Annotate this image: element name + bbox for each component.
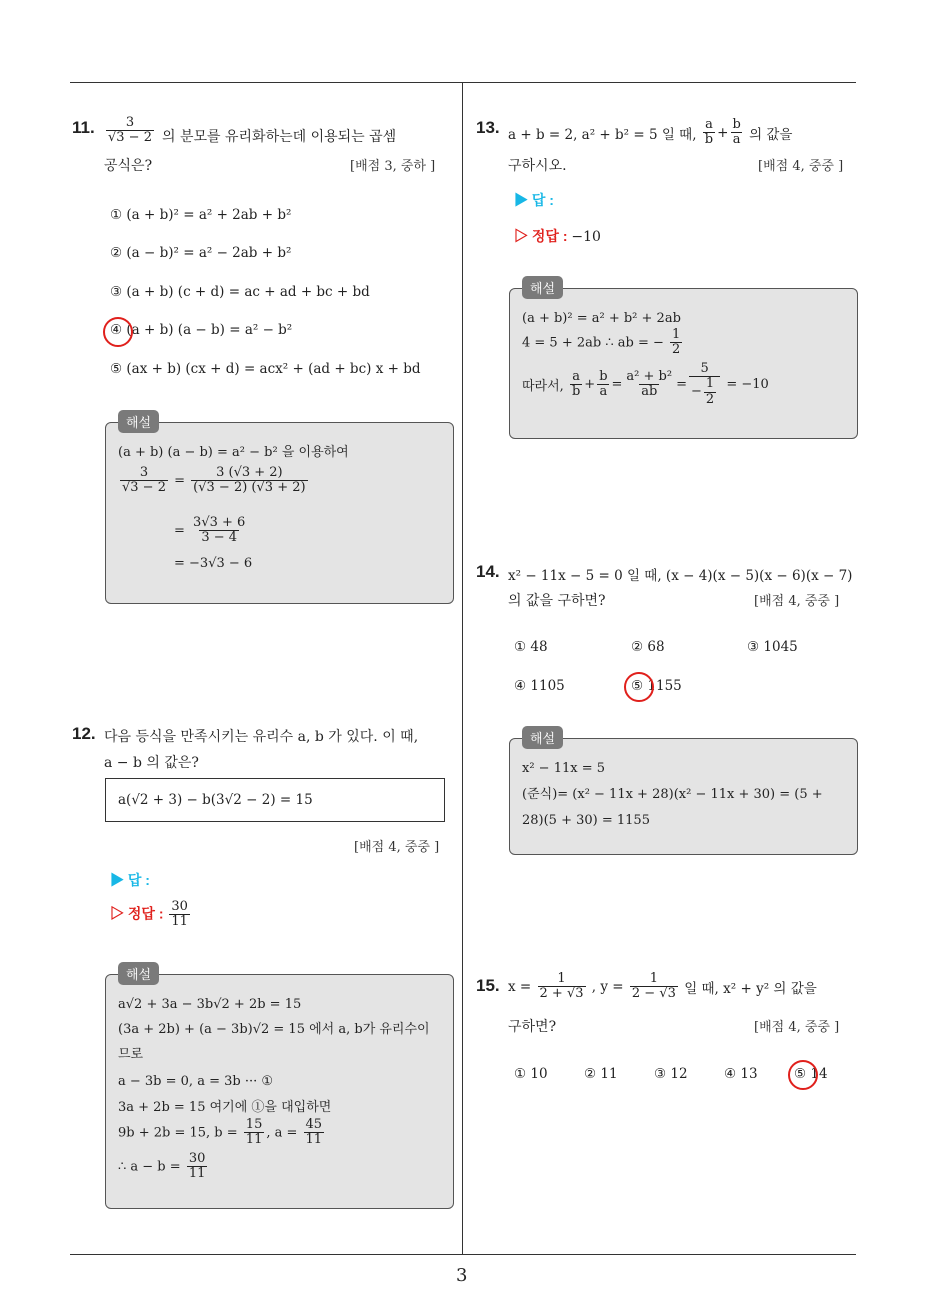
- q12-sol-ans-d: 11: [188, 1166, 206, 1182]
- q14-solution-tag: 해설: [522, 726, 563, 749]
- q12-solution-line6: [118, 1118, 326, 1148]
- q11-correct-circle: [103, 317, 133, 347]
- q13-stem-line1: a + b = 2, a² + b² = 5 일 때, $\frac{a}{b}$ + $\frac{b}{a}$ 의 값을: [508, 117, 793, 148]
- q11-option-5[interactable]: ⑤ (ax + b) (cx + d) = acx² + (ad + bc) x + bd: [110, 361, 421, 377]
- q11-sol-frac3-d: 3 − 4: [201, 530, 238, 546]
- q11-solution-eq2: = $\frac{3√3 + 6}{3 - 4}$: [174, 515, 246, 546]
- q13-sol-f4-minus: −: [690, 383, 702, 399]
- q13-frac-b-d: a: [732, 132, 741, 148]
- q12-correct-answer: [110, 900, 192, 930]
- q14-option-3[interactable]: ③ 1045: [747, 639, 798, 655]
- q13-sol-l3-end: = −10: [726, 376, 769, 392]
- q15-option-4[interactable]: ④ 13: [724, 1066, 758, 1082]
- q13-correct-value: −10: [571, 229, 601, 245]
- q11-option-2[interactable]: ② (a − b)² = a² − 2ab + b²: [110, 245, 292, 261]
- q12-sol-l6-text: 9b + 2b = 15, b =: [118, 1125, 238, 1141]
- q13-sol-f4-d: [689, 376, 720, 407]
- q15-option-5[interactable]: ⑤ 14: [794, 1066, 828, 1082]
- q12-score-meta: [배점 4, 중중 ]: [354, 840, 440, 855]
- q12-solution-tag: 해설: [118, 962, 159, 985]
- q12-sol-b-n: 15: [245, 1117, 263, 1132]
- q12-sol-b-d: 11: [245, 1132, 263, 1148]
- q15-score-meta: [배점 4, 중중 ]: [754, 1020, 840, 1035]
- q13-answer-label: ▶ 답 :: [514, 192, 554, 208]
- q13-sol-l2-text: 4 = 5 + 2ab ∴ ab = −: [522, 335, 664, 351]
- q12-sol-a-n: 45: [305, 1117, 323, 1132]
- q15-correct-circle: [788, 1060, 818, 1090]
- q11-solution-tag: 해설: [118, 410, 159, 433]
- q11-sol-frac1-d: √3 − 2: [122, 480, 166, 496]
- q13-score-meta: [배점 4, 중중 ]: [758, 159, 844, 174]
- q13-correct-label: ▷ 정답 :: [514, 228, 568, 244]
- q14-option-4[interactable]: ④ 1105: [514, 678, 565, 694]
- q13-solution-tag: 해설: [522, 276, 563, 299]
- q14-stem-line2: 의 값을 구하면?: [508, 593, 606, 609]
- q11-solution-line4: = −3√3 − 6: [174, 556, 253, 571]
- q15-stem-line1: [508, 972, 817, 1002]
- q12-answer-label: ▶ 답 :: [110, 872, 150, 888]
- q13-sol-f2-d: a: [599, 383, 608, 399]
- q11-stem-line2: 공식은?: [104, 158, 153, 174]
- page-number: 3: [456, 1265, 468, 1286]
- q13-sol-l3-text: 따라서,: [522, 378, 564, 394]
- q12-stem-line2: a − b 의 값은?: [104, 755, 199, 771]
- q13-sol-f4-inner-d: 2: [705, 391, 715, 407]
- q11-option-3[interactable]: ③ (a + b) (c + d) = ac + ad + bc + bd: [110, 284, 370, 300]
- q11-solution-line1: (a + b) (a − b) = a² − b² 을 이용하여: [118, 445, 349, 460]
- q15-x-d: 2 + √3: [539, 986, 584, 1002]
- q13-correct-answer: [514, 226, 601, 246]
- q15-option-3[interactable]: ③ 12: [654, 1066, 688, 1082]
- q14-option-1[interactable]: ① 48: [514, 639, 548, 655]
- q15-y-d: 2 − √3: [631, 986, 676, 1002]
- q14-number: 14.: [476, 562, 500, 581]
- q15-stem-line2: 구하면?: [508, 1019, 557, 1035]
- q14-score-meta: [배점 4, 중중 ]: [754, 594, 840, 609]
- q13-sol-f4-n: 5: [700, 361, 709, 376]
- q13-frac-b-n: b: [732, 117, 741, 132]
- q12-number: 12.: [72, 724, 96, 743]
- q13-stem-text-end: 의 값을: [749, 126, 793, 143]
- q12-sol-l7-text: ∴ a − b =: [118, 1159, 181, 1175]
- bottom-rule: [70, 1254, 856, 1255]
- q11-solution-eq: $\frac{3}{√3 - 2}$ = $\frac{3 (√3 + 2)}{(√3 - 2) (√3 + 2)}$: [122, 465, 306, 496]
- q12-solution-line2: (3a + 2b) + (a − 3b)√2 = 15 에서 a, b가 유리수이: [118, 1022, 430, 1037]
- q11-frac-numerator: 3: [125, 115, 135, 130]
- q13-sol-f1-n: a: [572, 368, 580, 384]
- q15-x-label: x =: [508, 978, 532, 995]
- q14-stem-line1: x² − 11x − 5 = 0 일 때, (x − 4)(x − 5)(x − 6)(x − 7): [508, 568, 853, 584]
- q13-number: 13.: [476, 118, 500, 137]
- q12-stem-line1: 다음 등식을 만족시키는 유리수 a, b 가 있다. 이 때,: [104, 729, 419, 745]
- q12-correct-n: 30: [171, 899, 188, 914]
- q11-score-meta: [배점 3, 중하 ]: [350, 159, 436, 174]
- q13-sol-half-n: 1: [672, 327, 681, 342]
- q14-option-2[interactable]: ② 68: [631, 639, 665, 655]
- q13-sol-f1-d: b: [571, 383, 581, 399]
- q13-frac-a-n: a: [705, 117, 713, 132]
- q13-sol-f4-inner-n: 1: [705, 376, 715, 392]
- q15-option-2[interactable]: ② 11: [584, 1066, 618, 1082]
- q13-stem-text: a + b = 2, a² + b² = 5 일 때,: [508, 126, 697, 143]
- q15-y-n: 1: [649, 971, 659, 986]
- q11-frac-denominator: √3 − 2: [108, 130, 152, 146]
- q15-x-n: 1: [557, 971, 566, 986]
- q11-number: 11.: [72, 118, 95, 137]
- q12-sol-l6-mid: , a =: [266, 1125, 298, 1141]
- q15-number: 15.: [476, 976, 500, 995]
- q12-equation-box: a(√2 + 3) − b(3√2 − 2) = 15: [105, 778, 445, 822]
- q12-sol-ans-n: 30: [188, 1151, 206, 1166]
- q12-solution-line1: a√2 + 3a − 3b√2 + 2b = 15: [118, 997, 302, 1012]
- q11-sol-frac3-n: 3√3 + 6: [193, 515, 246, 530]
- q14-option-5[interactable]: ⑤ 1155: [631, 678, 682, 694]
- column-divider: [462, 82, 463, 1254]
- q12-solution-line5: 3a + 2b = 15 여기에 ①을 대입하면: [118, 1100, 332, 1115]
- q12-sol-a-d: 11: [305, 1132, 323, 1148]
- q13-sol-f3-d: ab: [641, 383, 658, 399]
- q13-solution-line1: (a + b)² = a² + b² + 2ab: [522, 311, 681, 326]
- q12-solution-line7: [118, 1152, 209, 1182]
- q13-sol-f3-n: a² + b²: [626, 368, 673, 384]
- q11-option-1[interactable]: ① (a + b)² = a² + 2ab + b²: [110, 207, 292, 223]
- q15-stem-text: 일 때, x² + y² 의 값을: [684, 980, 817, 997]
- q13-sol-half-d: 2: [672, 342, 681, 358]
- q12-correct-label: ▷ 정답 :: [110, 905, 164, 922]
- q14-solution-line2: (준식)= (x² − 11x + 28)(x² − 11x + 30) = (5 +: [522, 787, 823, 802]
- q11-option-4[interactable]: ④ (a + b) (a − b) = a² − b²: [110, 322, 293, 338]
- q13-sol-f2-n: b: [599, 368, 608, 384]
- q13-stem-line2: 구하시오.: [508, 158, 567, 174]
- q14-correct-circle: [624, 672, 654, 702]
- q14-solution-line1: x² − 11x = 5: [522, 761, 606, 776]
- q11-stem-line1: 의 분모를 유리화하는데 이용되는 곱셈: [162, 129, 397, 145]
- q11-sol-frac1-n: 3: [139, 465, 149, 480]
- q13-solution-line2: [522, 328, 684, 358]
- top-rule: [70, 82, 856, 83]
- q15-option-1[interactable]: ① 10: [514, 1066, 548, 1082]
- q15-y-label: , y =: [591, 978, 624, 995]
- q11-stem-fraction: [104, 116, 156, 146]
- q12-solution-line3: 므로: [118, 1047, 144, 1062]
- q14-solution-line3: 28)(5 + 30) = 1155: [522, 813, 650, 828]
- q13-solution-line3: 따라서, $\frac{a}{b}$ + $\frac{b}{a}$ = $\frac{\text{a² + b²}}{ab}$ = 5 − $\frac{1}{2}$ = −10: [522, 361, 769, 407]
- q13-frac-a-d: b: [704, 132, 714, 148]
- q11-sol-frac2-n: 3 (√3 + 2): [216, 465, 283, 480]
- q12-solution-line4: a − 3b = 0, a = 3b ··· ①: [118, 1074, 274, 1089]
- q12-correct-d: 11: [171, 914, 188, 930]
- q11-sol-frac2-d: (√3 − 2) (√3 + 2): [193, 480, 306, 496]
